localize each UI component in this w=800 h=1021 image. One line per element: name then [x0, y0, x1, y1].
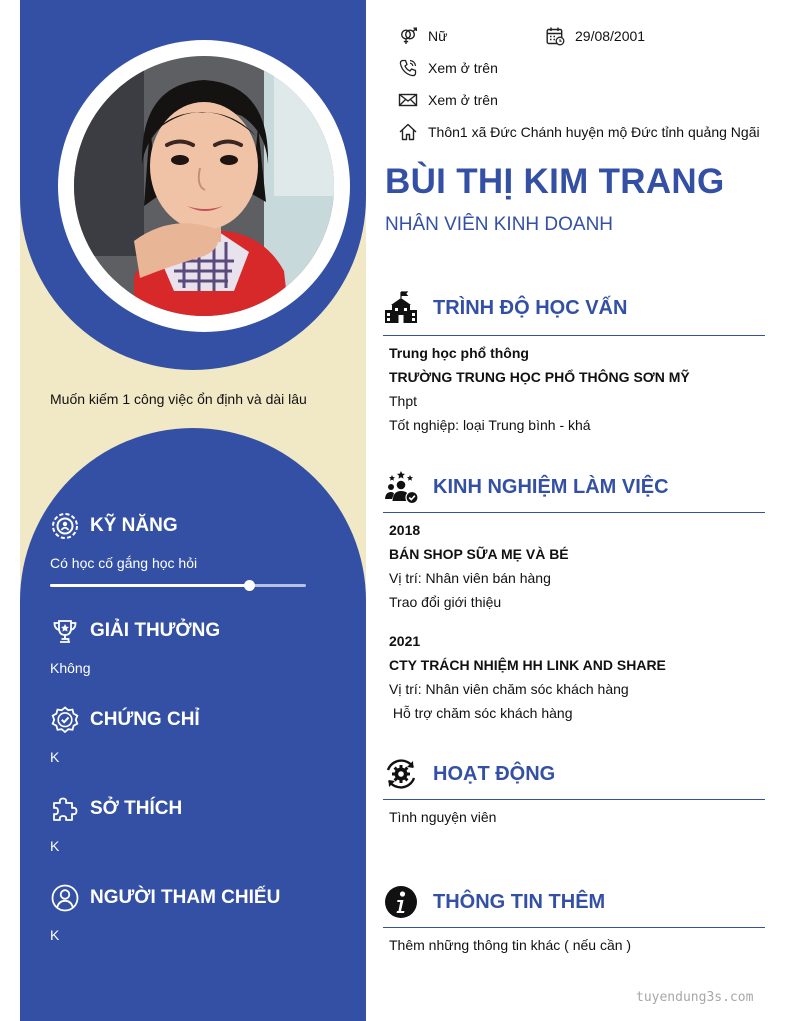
hobbies-text: K — [50, 838, 60, 854]
job-description: Hỗ trợ chăm sóc khách hàng — [389, 705, 573, 721]
references-title: NGƯỜI THAM CHIẾU — [90, 887, 281, 908]
home-icon — [398, 122, 418, 142]
education-graduation: Tốt nghiệp: loại Trung bình - khá — [389, 417, 591, 433]
phone-value: Xem ở trên — [428, 60, 498, 76]
job-company: BÁN SHOP SỮA MẸ VÀ BÉ — [389, 546, 569, 562]
experience-heading — [383, 469, 765, 505]
watermark: tuyendung3s.com — [636, 990, 754, 1005]
awards-heading — [50, 616, 220, 646]
gender-value: Nữ — [428, 28, 448, 44]
skills-title: KỸ NĂNG — [90, 515, 178, 536]
additional-divider — [383, 927, 765, 928]
hobbies-title: SỞ THÍCH — [90, 798, 183, 819]
gender-icon — [398, 26, 418, 46]
left-sidebar — [20, 0, 366, 1021]
info-icon — [383, 884, 419, 920]
skill-level-fill — [50, 584, 250, 587]
avatar-frame — [58, 40, 350, 332]
activities-divider — [383, 799, 765, 800]
mail-icon — [398, 90, 418, 110]
certificates-title: CHỨNG CHỈ — [90, 709, 200, 730]
job-description: Trao đổi giới thiệu — [389, 594, 502, 610]
user-circle-icon — [50, 883, 80, 913]
job-position: Vị trí: Nhân viên chăm sóc khách hàng — [389, 681, 629, 697]
trophy-icon — [50, 616, 80, 646]
sidebar-footer-shape — [20, 968, 366, 1021]
references-text: K — [50, 927, 60, 943]
job-company: CTY TRÁCH NHIỆM HH LINK AND SHARE — [389, 657, 666, 673]
candidate-role: NHÂN VIÊN KINH DOANH — [385, 214, 614, 235]
school-icon — [383, 290, 419, 326]
experience-divider — [383, 512, 765, 513]
puzzle-icon — [50, 794, 80, 824]
phone-info — [398, 58, 498, 78]
experience-title: KINH NGHIỆM LÀM VIỆC — [433, 475, 669, 498]
education-divider — [383, 335, 765, 336]
skills-heading — [50, 511, 178, 541]
address-info — [398, 122, 760, 142]
education-school: TRƯỜNG TRUNG HỌC PHỔ THÔNG SƠN MỸ — [389, 369, 690, 385]
job-year: 2018 — [389, 522, 421, 538]
phone-icon — [398, 58, 418, 78]
career-objective: Muốn kiếm 1 công việc ổn định và dài lâu — [50, 391, 307, 407]
skill-name: Có học cố gắng học hỏi — [50, 555, 198, 571]
skills-icon — [50, 511, 80, 541]
birthday-value: 29/08/2001 — [575, 28, 646, 44]
candidate-name: BÙI THỊ KIM TRANG — [385, 162, 725, 201]
certificates-heading — [50, 705, 200, 735]
calendar-icon — [545, 26, 565, 46]
team-star-icon — [383, 469, 419, 505]
hobbies-heading — [50, 794, 182, 824]
birthday-info — [545, 26, 645, 46]
awards-text: Không — [50, 660, 91, 676]
email-value: Xem ở trên — [428, 92, 498, 108]
education-heading — [383, 290, 765, 326]
awards-title: GIẢI THƯỞNG — [90, 620, 221, 641]
references-heading — [50, 883, 280, 913]
job-position: Vị trí: Nhân viên bán hàng — [389, 570, 551, 586]
activities-title: HOẠT ĐỘNG — [433, 762, 556, 785]
gear-refresh-icon — [383, 756, 419, 792]
email-info — [398, 90, 498, 110]
skill-level-bar — [50, 584, 306, 587]
activities-text: Tình nguyện viên — [389, 809, 497, 825]
avatar — [74, 56, 334, 316]
portrait-photo — [74, 56, 334, 316]
additional-text: Thêm những thông tin khác ( nếu cần ) — [389, 937, 632, 953]
gender-info — [398, 26, 447, 46]
address-value: Thôn1 xã Đức Chánh huyện mộ Đức tỉnh quảng Ngãi — [428, 124, 760, 140]
activities-heading — [383, 756, 765, 792]
job-year: 2021 — [389, 633, 421, 649]
additional-heading — [383, 884, 765, 920]
education-level: Trung học phổ thông — [389, 345, 529, 361]
additional-title: THÔNG TIN THÊM — [433, 890, 606, 913]
education-title: TRÌNH ĐỘ HỌC VẤN — [433, 296, 628, 319]
certificates-text: K — [50, 749, 60, 765]
education-major: Thpt — [389, 393, 418, 409]
badge-check-icon — [50, 705, 80, 735]
